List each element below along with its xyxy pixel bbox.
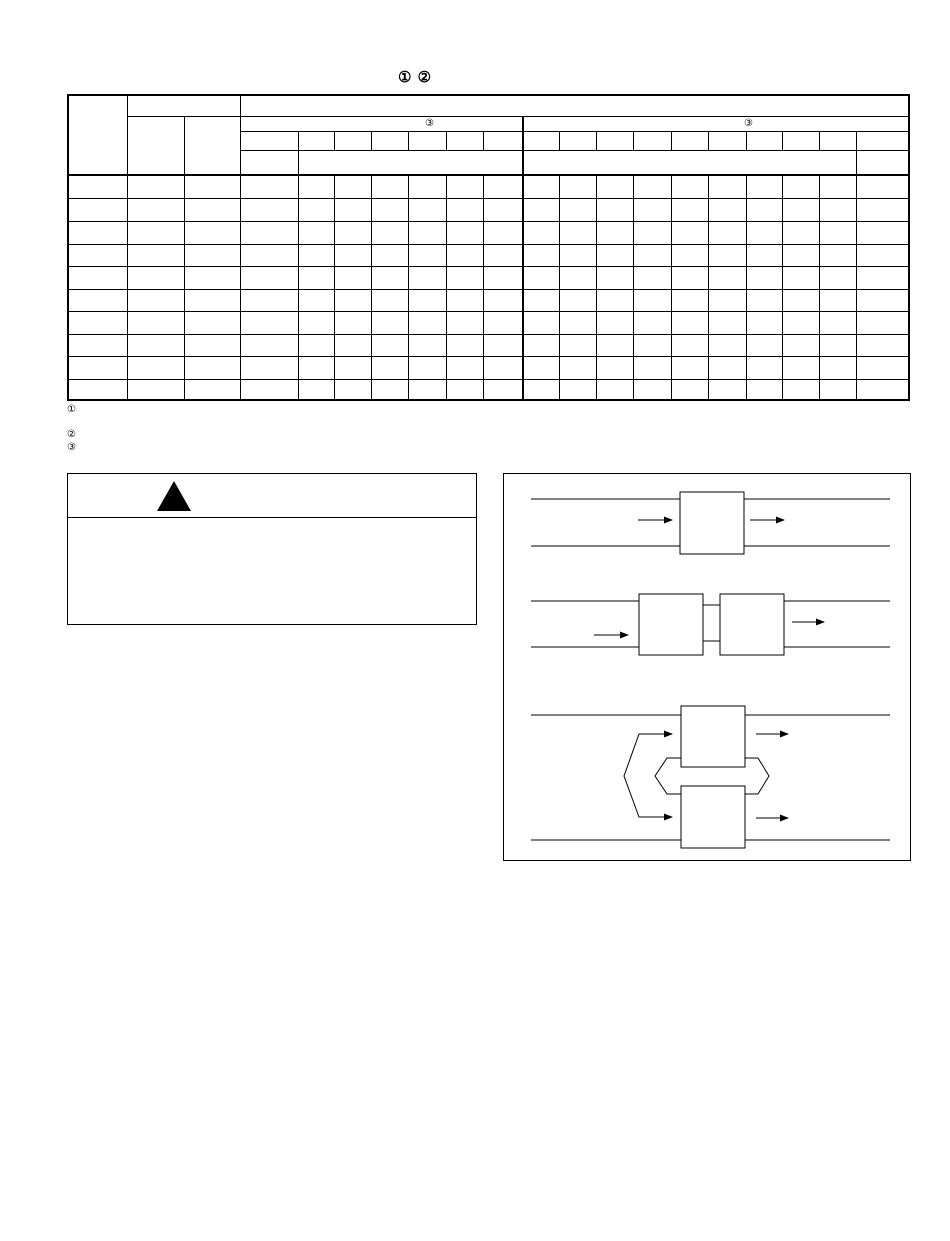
col-rule (596, 174, 597, 400)
header-rule-1 (127, 116, 909, 117)
col-rule (782, 174, 783, 400)
col-rule (184, 116, 185, 400)
col-rule (746, 131, 747, 150)
header-rule-3 (240, 150, 909, 151)
col-rule (708, 174, 709, 400)
row-rule (67, 221, 910, 222)
footnote-marker-3: ③ (67, 442, 76, 453)
group-marker-left: ③ (425, 118, 434, 129)
col-rule (127, 94, 128, 400)
col-rule (334, 131, 335, 150)
col-rule (708, 131, 709, 150)
diagram-box-unit (720, 594, 784, 655)
table-border-right (908, 94, 910, 401)
col-rule (371, 174, 372, 400)
col-rule (559, 131, 560, 150)
table-border-bottom (67, 399, 910, 401)
table-title-markers: ① ② (398, 69, 433, 86)
diagram-box-unit (681, 706, 745, 767)
footnote-marker-1: ① (67, 404, 76, 415)
col-rule (408, 174, 409, 400)
row-rule (67, 266, 910, 267)
group-divider (522, 116, 524, 400)
col-rule (334, 174, 335, 400)
bypass-loop (624, 734, 672, 817)
warning-divider (68, 517, 476, 518)
col-rule (446, 174, 447, 400)
warning-triangle-icon (156, 480, 192, 512)
table-border-left (67, 94, 69, 401)
row-rule (67, 379, 910, 380)
col-rule (782, 131, 783, 150)
row-rule (67, 289, 910, 290)
col-rule (559, 174, 560, 400)
col-rule (633, 131, 634, 150)
header-rule-2 (240, 131, 909, 132)
col-rule (819, 174, 820, 400)
row-rule (67, 198, 910, 199)
col-rule (633, 174, 634, 400)
diagram-box-unit (681, 786, 745, 848)
header-rule-bottom (67, 174, 910, 176)
row-rule (67, 311, 910, 312)
row-rule (67, 334, 910, 335)
flow-diagram-canvas (504, 474, 910, 860)
table-border-top (67, 94, 910, 96)
connector-hexagon (655, 758, 681, 794)
col-rule (856, 131, 857, 400)
col-rule (819, 131, 820, 150)
col-rule (671, 131, 672, 150)
connector-hexagon (745, 758, 769, 794)
diagram-panel-parallel (531, 706, 890, 848)
flow-diagram (503, 473, 911, 861)
col-rule (483, 131, 484, 150)
diagram-box-unit (680, 492, 744, 554)
col-rule (371, 131, 372, 150)
col-rule (596, 131, 597, 150)
warning-box (67, 473, 477, 625)
row-rule (67, 356, 910, 357)
col-rule (408, 131, 409, 150)
diagram-panel-series (531, 594, 890, 655)
diagram-box-unit (639, 594, 703, 655)
col-rule (446, 131, 447, 150)
col-rule (240, 94, 241, 400)
col-rule (671, 174, 672, 400)
footnote-marker-2: ② (67, 429, 76, 440)
col-rule (483, 174, 484, 400)
row-rule (67, 244, 910, 245)
col-rule (298, 131, 299, 400)
diagram-panel-single (531, 492, 890, 554)
group-marker-right: ③ (744, 118, 753, 129)
col-rule (746, 174, 747, 400)
